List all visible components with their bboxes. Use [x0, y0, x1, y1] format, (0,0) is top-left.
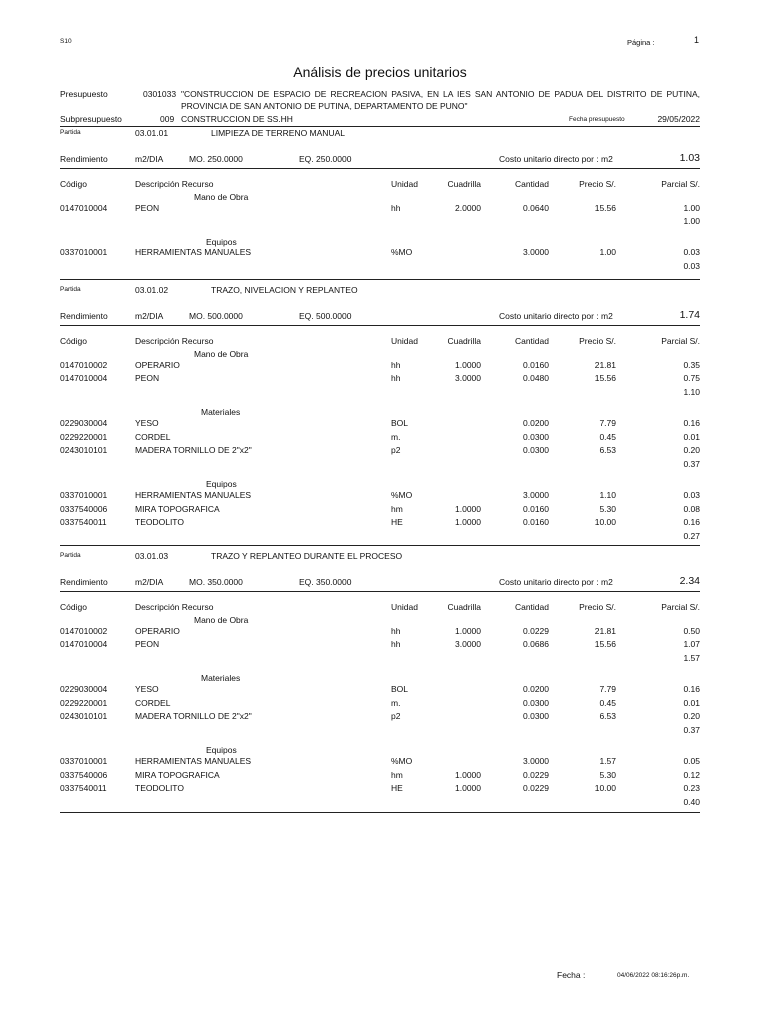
fecha-presupuesto: 29/05/2022 [657, 114, 700, 124]
resource-cantidad: 0.0200 [523, 418, 549, 428]
resource-desc: TEODOLITO [135, 517, 184, 528]
group-subtotal: 0.37 [683, 724, 700, 735]
table-row [0, 684, 768, 696]
resource-precio: 21.81 [594, 359, 616, 370]
resource-cantidad: 0.0229 [523, 783, 549, 794]
presupuesto-code: 0301033 [143, 89, 177, 99]
resource-cantidad: 0.0300 [523, 445, 549, 456]
col-header-cantidad: Cantidad [514, 179, 549, 189]
partida-code: 03.01.01 [135, 128, 169, 138]
costo-total: 1.03 [679, 152, 700, 164]
resource-unit: %MO [391, 490, 413, 500]
resource-desc: HERRAMIENTAS MANUALES [135, 247, 252, 258]
resource-cuadrilla: 1.0000 [455, 503, 481, 514]
resource-desc: MIRA TOPOGRAFICA [135, 769, 220, 780]
eq-value: EQ. 250.0000 [299, 154, 352, 164]
resource-desc: OPERARIO [135, 359, 180, 370]
resource-parcial: 0.16 [683, 418, 700, 428]
resource-cantidad: 3.0000 [523, 490, 549, 500]
resource-cuadrilla: 1.0000 [455, 359, 481, 370]
costo-label: Costo unitario directo por : m2 [499, 577, 613, 587]
rendimiento-unit: m2/DIA [135, 311, 164, 321]
partida-divider [60, 168, 700, 169]
resource-parcial: 0.16 [683, 684, 700, 694]
presupuesto-label: Presupuesto [60, 89, 108, 99]
col-header-parcial: Parcial S/. [661, 602, 700, 612]
col-header-descripcion: Descripción Recurso [135, 336, 214, 346]
resource-parcial: 0.20 [683, 711, 700, 722]
resource-unit: hm [391, 503, 403, 514]
resource-cuadrilla: 3.0000 [455, 373, 481, 384]
resource-code: 0337010001 [60, 756, 108, 766]
group-subtotal: 0.37 [683, 458, 700, 469]
rendimiento-label: Rendimiento [60, 577, 108, 587]
page-title: Análisis de precios unitarios [293, 64, 467, 80]
resource-cuadrilla: 1.0000 [455, 517, 481, 528]
resource-precio: 5.30 [599, 503, 616, 514]
resource-desc: TEODOLITO [135, 783, 184, 794]
resource-precio: 10.00 [594, 517, 616, 528]
end-divider [60, 812, 700, 813]
resource-unit: HE [391, 517, 403, 528]
resource-unit: HE [391, 783, 403, 794]
col-header-unidad: Unidad [391, 336, 418, 346]
col-header-cantidad: Cantidad [514, 602, 549, 612]
resource-code: 0337540011 [60, 517, 107, 528]
resource-cantidad: 3.0000 [523, 756, 549, 766]
resource-unit: BOL [391, 418, 409, 428]
resource-precio: 0.45 [599, 697, 616, 708]
mo-value: MO. 350.0000 [189, 577, 243, 587]
resource-precio: 7.79 [599, 684, 616, 694]
rendimiento-unit: m2/DIA [135, 577, 164, 587]
table-row [0, 418, 768, 430]
resource-desc: HERRAMIENTAS MANUALES [135, 490, 252, 500]
mo-value: MO. 250.0000 [189, 154, 243, 164]
resource-cuadrilla: 1.0000 [455, 769, 481, 780]
group-subtotal: 0.27 [683, 530, 700, 541]
partida-label: Partida [60, 286, 81, 293]
resource-precio: 15.56 [594, 373, 616, 384]
footer-fecha-value: 04/06/2022 08:16:26p.m. [617, 972, 690, 979]
group-label-mano-de-obra: Mano de Obra [194, 192, 249, 202]
resource-parcial: 0.16 [683, 517, 700, 528]
resource-parcial: 0.35 [683, 359, 700, 370]
mo-value: MO. 500.0000 [189, 311, 243, 321]
table-row [0, 711, 768, 723]
col-header-precio: Precio S/. [579, 602, 616, 612]
partida-label: Partida [60, 129, 81, 136]
rendimiento-label: Rendimiento [60, 311, 108, 321]
group-label-mano-de-obra: Mano de Obra [194, 349, 249, 359]
resource-cuadrilla: 2.0000 [455, 202, 481, 213]
resource-parcial: 0.03 [683, 490, 700, 500]
resource-unit: BOL [391, 684, 409, 694]
header-divider [60, 126, 700, 127]
resource-desc: HERRAMIENTAS MANUALES [135, 756, 252, 766]
group-label-materiales: Materiales [201, 407, 241, 418]
section-divider [60, 279, 700, 280]
table-row [0, 490, 768, 502]
resource-unit: m. [391, 697, 401, 708]
resource-parcial: 0.50 [683, 625, 700, 636]
col-header-unidad: Unidad [391, 602, 418, 612]
resource-precio: 1.00 [599, 247, 616, 258]
costo-label: Costo unitario directo por : m2 [499, 311, 613, 321]
table-row [0, 517, 768, 529]
report-code: S10 [60, 38, 72, 45]
resource-unit: p2 [391, 711, 401, 722]
partida-name: TRAZO Y REPLANTEO DURANTE EL PROCESO [211, 551, 403, 561]
resource-desc: MADERA TORNILLO DE 2"x2" [135, 445, 252, 456]
resource-cantidad: 0.0300 [523, 711, 549, 722]
group-subtotal: 1.57 [683, 652, 700, 663]
eq-value: EQ. 350.0000 [299, 577, 352, 587]
table-row [0, 373, 768, 385]
resource-desc: OPERARIO [135, 625, 180, 636]
resource-parcial: 0.08 [683, 503, 700, 514]
col-header-cuadrilla: Cuadrilla [447, 336, 481, 346]
resource-cantidad: 0.0160 [523, 517, 549, 528]
resource-code: 0337540006 [60, 769, 108, 780]
resource-code: 0229220001 [60, 431, 108, 442]
resource-parcial: 0.05 [683, 756, 700, 766]
partida-code: 03.01.03 [135, 551, 169, 561]
costo-label: Costo unitario directo por : m2 [499, 154, 613, 164]
resource-code: 0243010101 [60, 445, 108, 456]
col-header-precio: Precio S/. [579, 336, 616, 346]
table-row [0, 504, 768, 516]
col-header-precio: Precio S/. [579, 179, 616, 189]
resource-unit: hm [391, 769, 403, 780]
resource-unit: m. [391, 431, 401, 442]
resource-cantidad: 0.0229 [523, 769, 549, 780]
resource-unit: hh [391, 639, 401, 650]
resource-code: 0337010001 [60, 247, 108, 258]
partida-divider [60, 591, 700, 592]
resource-desc: CORDEL [135, 697, 171, 708]
presupuesto-line2: PROVINCIA DE SAN ANTONIO DE PUTINA, DEPARTAMENTO DE PUNO" [181, 101, 468, 111]
resource-precio: 21.81 [594, 625, 616, 636]
col-header-unidad: Unidad [391, 179, 418, 189]
resource-precio: 6.53 [599, 711, 616, 722]
col-header-cantidad: Cantidad [514, 336, 549, 346]
resource-unit: hh [391, 359, 401, 370]
resource-unit: %MO [391, 756, 413, 766]
resource-parcial: 0.03 [683, 247, 700, 258]
resource-desc: MADERA TORNILLO DE 2"x2" [135, 711, 252, 722]
resource-desc: YESO [135, 684, 159, 694]
footer-fecha-label: Fecha : [557, 970, 586, 980]
table-row [0, 432, 768, 444]
table-row [0, 203, 768, 215]
resource-code: 0243010101 [60, 711, 108, 722]
group-subtotal: 1.10 [683, 386, 700, 397]
col-header-cuadrilla: Cuadrilla [447, 179, 481, 189]
resource-code: 0147010002 [60, 625, 108, 636]
resource-cantidad: 0.0229 [523, 625, 549, 636]
resource-precio: 5.30 [599, 769, 616, 780]
resource-unit: hh [391, 625, 401, 636]
resource-unit: p2 [391, 445, 401, 456]
resource-precio: 1.57 [599, 756, 616, 766]
resource-parcial: 0.12 [683, 769, 700, 780]
presupuesto-line1: "CONSTRUCCION DE ESPACIO DE RECREACION PASIVA, EN LA IES SAN ANTONIO DE PADUA DEL DISTRITO DE PUTINA, [181, 89, 700, 99]
resource-desc: PEON [135, 202, 160, 213]
partida-name: LIMPIEZA DE TERRENO MANUAL [211, 128, 345, 138]
resource-cantidad: 0.0686 [523, 639, 549, 650]
resource-code: 0337540011 [60, 783, 107, 794]
resource-parcial: 0.20 [683, 445, 700, 456]
page-label: Página : [627, 38, 655, 47]
table-row [0, 445, 768, 457]
table-row [0, 770, 768, 782]
table-row [0, 247, 768, 259]
resource-precio: 10.00 [594, 783, 616, 794]
group-label-mano-de-obra: Mano de Obra [194, 615, 249, 625]
costo-total: 2.34 [679, 575, 700, 587]
resource-parcial: 0.01 [683, 431, 700, 442]
resource-precio: 15.56 [594, 639, 616, 650]
table-row [0, 783, 768, 795]
resource-code: 0229220001 [60, 697, 108, 708]
resource-parcial: 1.00 [683, 202, 700, 213]
col-header-codigo: Código [60, 336, 87, 346]
resource-parcial: 0.23 [683, 783, 700, 794]
resource-desc: CORDEL [135, 431, 171, 442]
resource-precio: 6.53 [599, 445, 616, 456]
page-number: 1 [694, 35, 700, 45]
resource-unit: hh [391, 202, 401, 213]
subpresupuesto-code: 009 [160, 114, 175, 124]
resource-desc: MIRA TOPOGRAFICA [135, 503, 220, 514]
resource-desc: PEON [135, 639, 160, 650]
resource-precio: 15.56 [594, 202, 616, 213]
resource-cantidad: 0.0640 [523, 202, 549, 213]
resource-unit: hh [391, 373, 401, 384]
resource-desc: PEON [135, 373, 160, 384]
partida-code: 03.01.02 [135, 285, 169, 295]
resource-parcial: 0.75 [683, 373, 700, 384]
group-subtotal: 1.00 [683, 216, 700, 227]
resource-precio: 1.10 [599, 490, 616, 500]
col-header-codigo: Código [60, 602, 87, 612]
group-subtotal: 0.40 [683, 796, 700, 807]
group-label-materiales: Materiales [201, 673, 241, 684]
partida-divider [60, 325, 700, 326]
resource-cantidad: 0.0160 [523, 359, 549, 370]
group-label-equipos: Equipos [206, 479, 237, 490]
resource-code: 0147010004 [60, 202, 108, 213]
table-row [0, 756, 768, 768]
group-subtotal: 0.03 [683, 261, 700, 271]
group-label-equipos: Equipos [206, 745, 237, 756]
partida-name: TRAZO, NIVELACION Y REPLANTEO [211, 285, 358, 295]
partida-label: Partida [60, 552, 81, 559]
resource-desc: YESO [135, 418, 159, 428]
table-row [0, 360, 768, 372]
col-header-codigo: Código [60, 179, 87, 189]
resource-unit: %MO [391, 247, 413, 258]
resource-parcial: 0.01 [683, 697, 700, 708]
resource-parcial: 1.07 [683, 639, 700, 650]
resource-cantidad: 3.0000 [523, 247, 549, 258]
resource-code: 0147010004 [60, 639, 108, 650]
group-label-equipos: Equipos [206, 236, 237, 247]
subpresupuesto-name: CONSTRUCCION DE SS.HH [181, 114, 293, 124]
resource-code: 0337010001 [60, 490, 108, 500]
rendimiento-unit: m2/DIA [135, 154, 164, 164]
resource-precio: 7.79 [599, 418, 616, 428]
rendimiento-label: Rendimiento [60, 154, 108, 164]
subpresupuesto-label: Subpresupuesto [60, 114, 122, 124]
section-divider [60, 545, 700, 546]
col-header-descripcion: Descripción Recurso [135, 179, 214, 189]
resource-code: 0229030004 [60, 684, 108, 694]
resource-precio: 0.45 [599, 431, 616, 442]
resource-cantidad: 0.0300 [523, 697, 549, 708]
col-header-descripcion: Descripción Recurso [135, 602, 214, 612]
resource-cantidad: 0.0160 [523, 503, 549, 514]
costo-total: 1.74 [679, 309, 700, 321]
fecha-presupuesto-label: Fecha presupuesto [569, 116, 625, 123]
resource-cantidad: 0.0200 [523, 684, 549, 694]
col-header-cuadrilla: Cuadrilla [447, 602, 481, 612]
col-header-parcial: Parcial S/. [661, 179, 700, 189]
resource-cuadrilla: 1.0000 [455, 625, 481, 636]
table-row [0, 639, 768, 651]
col-header-parcial: Parcial S/. [661, 336, 700, 346]
table-row [0, 626, 768, 638]
resource-cuadrilla: 3.0000 [455, 639, 481, 650]
resource-code: 0337540006 [60, 503, 108, 514]
resource-cuadrilla: 1.0000 [455, 783, 481, 794]
resource-cantidad: 0.0480 [523, 373, 549, 384]
resource-code: 0147010002 [60, 359, 108, 370]
resource-code: 0229030004 [60, 418, 108, 428]
eq-value: EQ. 500.0000 [299, 311, 352, 321]
resource-code: 0147010004 [60, 373, 108, 384]
resource-cantidad: 0.0300 [523, 431, 549, 442]
table-row [0, 698, 768, 710]
